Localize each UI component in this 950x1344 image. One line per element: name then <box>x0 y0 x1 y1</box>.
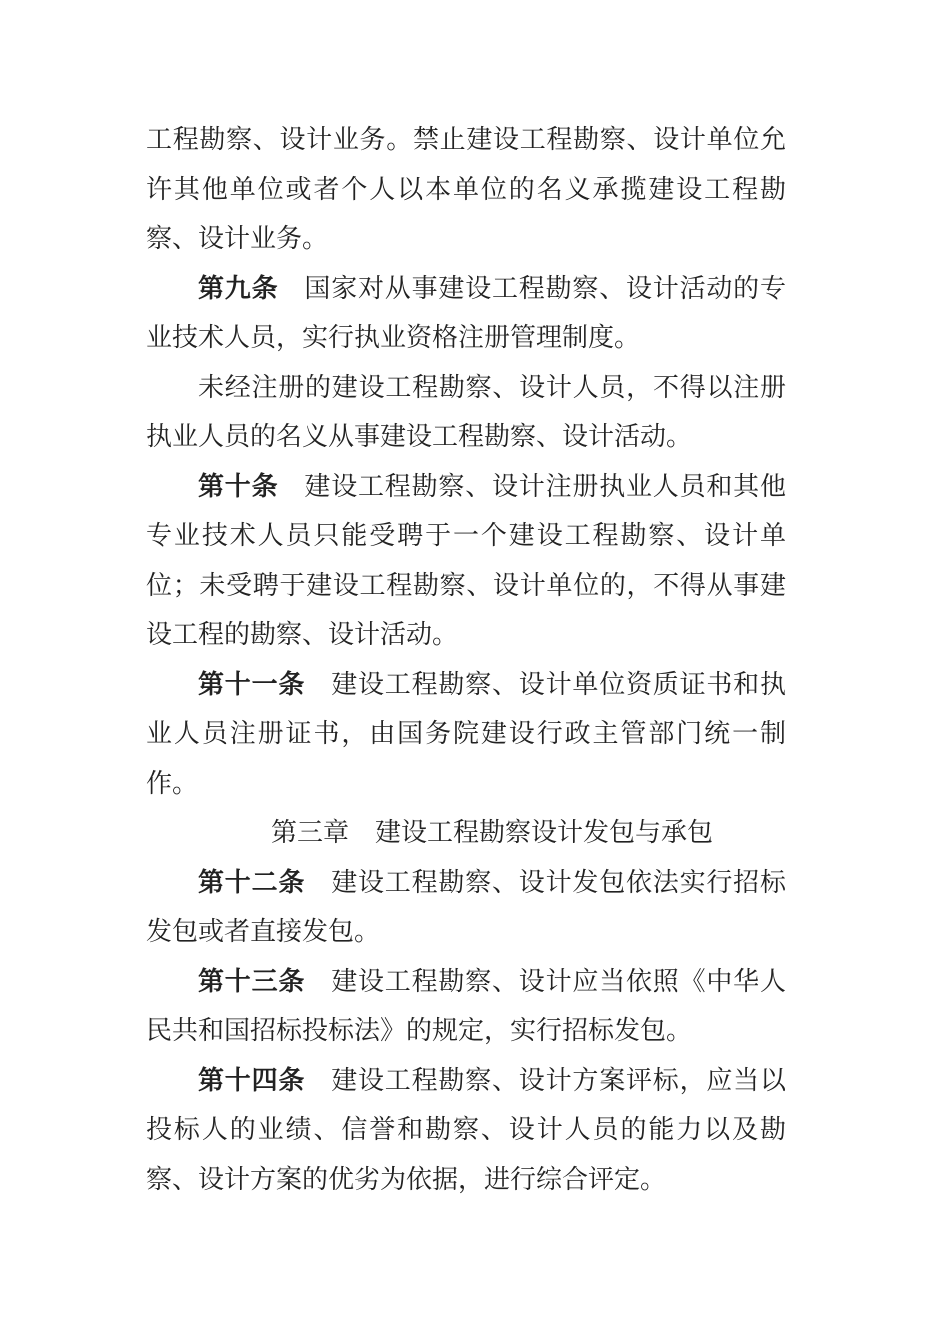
article-number: 第九条 <box>198 273 279 304</box>
article-text: 建设工程勘察、设计单位资质证书和执业人员注册证书，由国务院建设行政主管部门统一制作。 <box>146 669 786 799</box>
paragraph-text: 工程勘察、设计业务。禁止建设工程勘察、设计单位允许其他单位或者个人以本单位的名义承揽建设工程勘察、设计业务。 <box>146 125 786 254</box>
article-12 <box>146 859 786 958</box>
article-number: 第十条 <box>198 471 279 502</box>
article-number: 第十三条 <box>198 966 306 997</box>
article-text: 建设工程勘察、设计方案评标，应当以投标人的业绩、信誉和勘察、设计人员的能力以及勘察、设计方案的优劣为依据，进行综合评定。 <box>146 1065 786 1195</box>
article-number: 第十二条 <box>198 867 306 898</box>
article-9 <box>146 265 786 364</box>
paragraph-text: 未经注册的建设工程勘察、设计人员，不得以注册执业人员的名义从事建设工程勘察、设计活动。 <box>146 372 786 452</box>
article-number: 第十一条 <box>198 669 306 700</box>
chapter-title: 建设工程勘察设计发包与承包 <box>375 818 714 848</box>
chapter-heading <box>146 809 786 859</box>
paragraph-continuation <box>146 116 786 265</box>
article-11 <box>146 661 786 810</box>
chapter-number: 第三章 <box>270 818 349 848</box>
article-text: 建设工程勘察、设计应当依照《中华人民共和国招标投标法》的规定，实行招标发包。 <box>146 966 786 1046</box>
article-text: 国家对从事建设工程勘察、设计活动的专业技术人员，实行执业资格注册管理制度。 <box>146 273 786 353</box>
article-13 <box>146 958 786 1057</box>
document-body <box>146 116 786 1205</box>
article-14 <box>146 1057 786 1206</box>
article-text: 建设工程勘察、设计发包依法实行招标发包或者直接发包。 <box>146 867 786 947</box>
article-text: 建设工程勘察、设计注册执业人员和其他专业技术人员只能受聘于一个建设工程勘察、设计单位；未受聘于建设工程勘察、设计单位的，不得从事建设工程的勘察、设计活动。 <box>146 471 786 650</box>
article-number: 第十四条 <box>198 1065 306 1096</box>
paragraph-plain <box>146 364 786 463</box>
article-10 <box>146 463 786 661</box>
